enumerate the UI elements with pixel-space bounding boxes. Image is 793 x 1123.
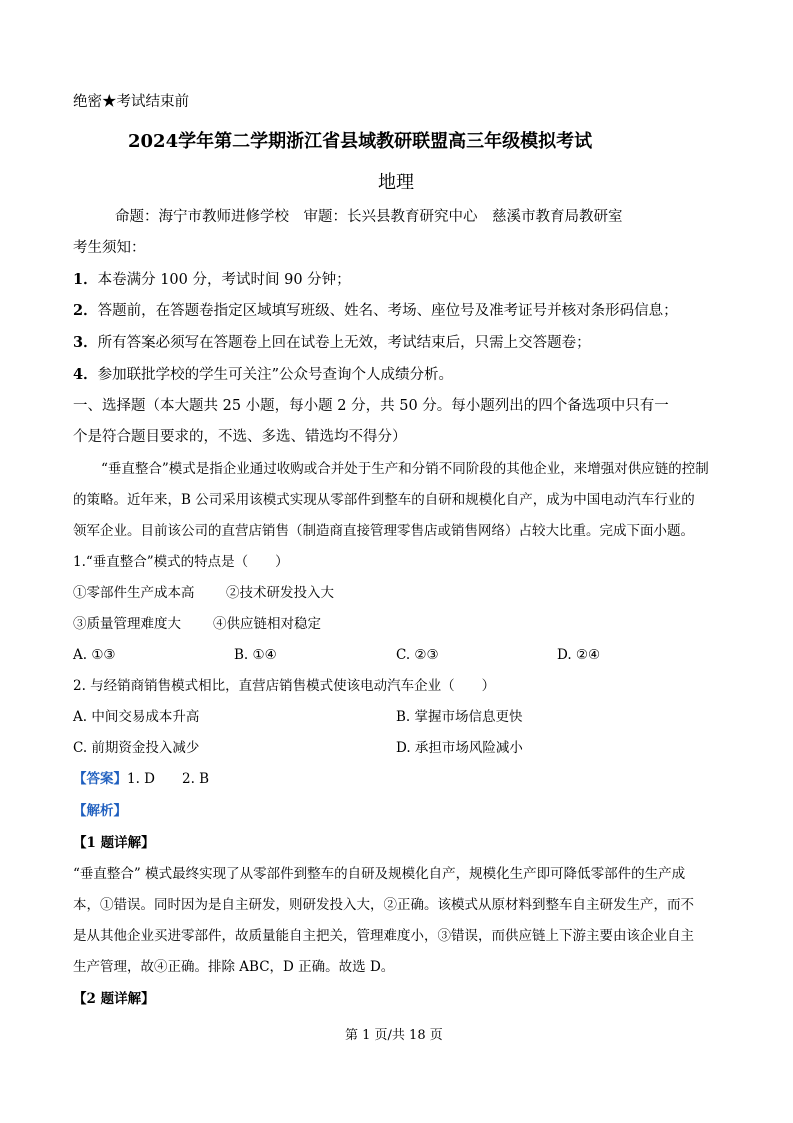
answer-line	[73, 769, 209, 789]
section-heading: 一、选择题（本大题共 25 小题，每小题 2 分，共 50 分。每小题列出的四个备选项中只有一	[73, 398, 669, 414]
question-1-statement: ③质量管理难度大	[73, 616, 181, 632]
notice-number: 2．	[73, 302, 98, 319]
question-1-choice: A. ①③	[73, 647, 116, 663]
question-2-stem: 2. 与经销商销售模式相比，直营店销售模式使该电动汽车企业（ ）	[73, 678, 496, 694]
notice-item	[73, 365, 453, 385]
answer-text: 1. D 2. B	[127, 771, 210, 787]
notice-text: 本卷满分 100 分，考试时间 90 分钟；	[97, 272, 351, 288]
question-1-choice: B. ①④	[234, 647, 277, 663]
confidential-mark: 绝密★考试结束前	[73, 94, 189, 110]
passage-line: 领军企业。目前该公司的直营店销售（制造商直接管理零售店或销售网络）占较大比重。完成下面小题。	[73, 523, 694, 539]
notice-item	[73, 301, 678, 321]
answer-label: 【答案】	[73, 771, 127, 787]
detail-1-line: 是从其他企业买进零部件，故质量能自主把关，管理难度小，③错误，而供应链上下游主要由该企业自主	[73, 928, 694, 944]
detail-2-label: 【2 题详解】	[73, 991, 155, 1007]
notice-text: 所有答案必须写在答题卷上回在试卷上无效，考试结束后，只需上交答题卷；	[97, 335, 591, 351]
question-2-choice: C. 前期资金投入减少	[73, 740, 200, 756]
detail-1-label: 【1 题详解】	[73, 835, 155, 851]
detail-1-line: 本，①错误。同时因为是自主研发，则研发投入大，②正确。该模式从原材料到整车自主研发生产，而不	[73, 897, 694, 913]
authors-line: 命题：海宁市教师进修学校 审题：长兴县教育研究中心 慈溪市教育局教研室	[115, 209, 623, 225]
detail-1-line: “垂直整合” 模式最终实现了从零部件到整车的自研及规模化自产，规模化生产即可降低零部件的生产成	[73, 866, 686, 882]
notice-text: 参加联批学校的学生可关注”公众号查询个人成绩分析。	[97, 367, 454, 383]
detail-1-line: 生产管理，故④正确。排除 ABC，D 正确。故选 D。	[73, 959, 395, 975]
question-1-statement: ④供应链相对稳定	[213, 616, 321, 632]
question-1-statement: ②技术研发投入大	[226, 585, 334, 601]
subject-title: 地理	[378, 172, 414, 193]
passage-line: 的策略。近年来，B 公司采用该模式实现从零部件到整车的自研和规模化自产，成为中国电动汽车行业的	[73, 492, 695, 508]
question-2-choice: B. 掌握市场信息更快	[396, 709, 523, 725]
notice-item	[73, 333, 591, 353]
notice-heading: 考生须知：	[73, 240, 146, 256]
page-number: 第 1 页/共 18 页	[345, 1028, 443, 1043]
question-1-choice: C. ②③	[396, 647, 439, 663]
question-1-choice: D. ②④	[557, 647, 601, 663]
passage-line: “垂直整合”模式是指企业通过收购或合并处于生产和分销不同阶段的其他企业，来增强对供应链的控制	[101, 461, 709, 477]
question-2-choice: D. 承担市场风险减小	[396, 740, 523, 756]
question-1-statement: ①零部件生产成本高	[73, 585, 195, 601]
analysis-label: 【解析】	[73, 803, 127, 819]
section-heading-cont: 个是符合题目要求的，不选、多选、错选均不得分）	[73, 429, 407, 445]
notice-number: 1．	[73, 271, 98, 288]
notice-text: 答题前，在答题卷指定区域填写班级、姓名、考场、座位号及准考证号并核对条形码信息；	[97, 303, 678, 319]
question-2-choice: A. 中间交易成本升高	[73, 709, 200, 725]
notice-number: 3．	[73, 334, 98, 351]
exam-title: 2024学年第二学期浙江省县域教研联盟高三年级模拟考试	[128, 131, 593, 152]
question-1-stem: 1.“垂直整合”模式的特点是（ ）	[73, 554, 289, 570]
notice-item	[73, 270, 351, 290]
notice-number: 4．	[73, 366, 98, 383]
